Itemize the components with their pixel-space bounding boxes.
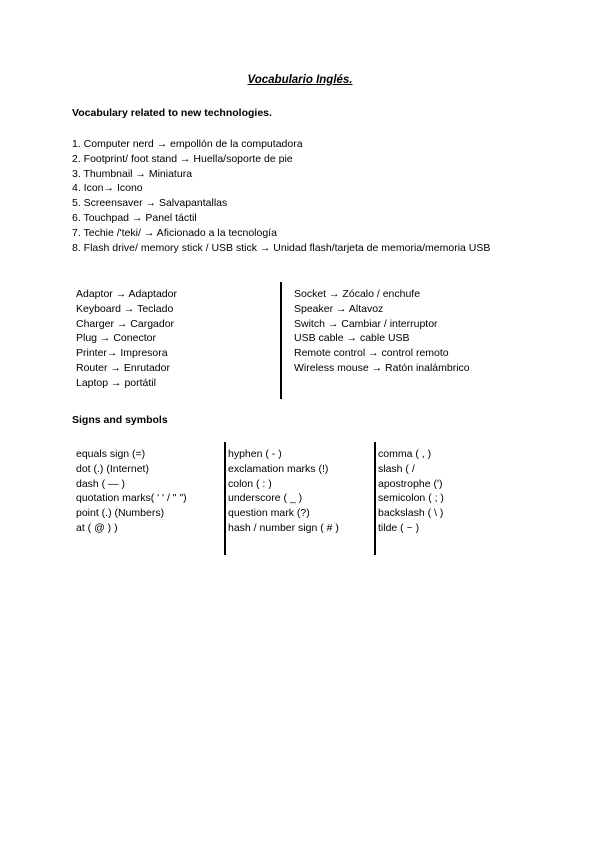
signs-table xyxy=(76,447,476,555)
devices-table xyxy=(76,287,536,399)
list-item: 7. Techie /'teki/ → Aficionado a la tecnología xyxy=(72,226,277,239)
numbered-vocab-list xyxy=(72,137,490,255)
list-item: Router → Enrutador xyxy=(76,361,170,374)
list-item: Plug → Conector xyxy=(76,332,156,345)
list-item: comma ( , ) xyxy=(378,448,432,460)
signs-column-1 xyxy=(76,447,187,536)
list-item: colon ( : ) xyxy=(228,477,272,490)
list-item: Remote control → control remoto xyxy=(294,347,449,360)
list-item: Laptop → portátil xyxy=(76,376,156,389)
list-item: Charger → Cargador xyxy=(76,317,175,330)
signs-column-2 xyxy=(228,447,339,536)
list-item: Wireless mouse → Ratón inalámbrico xyxy=(294,361,470,374)
list-item: apostrophe (') xyxy=(378,477,443,490)
list-item: point (.) (Numbers) xyxy=(76,507,165,520)
list-item: tilde ( ~ ) xyxy=(378,521,420,534)
list-item: 8. Flash drive/ memory stick / USB stick → Unidad flash/tarjeta de memoria/memoria USB xyxy=(72,241,491,254)
list-item: question mark (?) xyxy=(228,507,310,520)
list-item: Speaker → Altavoz xyxy=(294,302,384,315)
list-item: 1. Computer nerd → empollón de la computadora xyxy=(72,138,303,150)
list-item: underscore ( _ ) xyxy=(228,492,303,505)
column-divider xyxy=(224,442,226,555)
list-item: Keyboard → Teclado xyxy=(76,302,174,315)
list-item: exclamation marks (!) xyxy=(228,462,329,475)
list-item: dot (.) (Internet) xyxy=(76,462,149,475)
list-item: quotation marks( ' ' / " ") xyxy=(76,492,187,505)
list-item: 2. Footprint/ foot stand → Huella/soporte de pie xyxy=(72,152,293,165)
list-item: equals sign (=) xyxy=(76,448,146,460)
list-item: Adaptor → Adaptador xyxy=(76,288,177,300)
devices-right-column xyxy=(294,287,470,376)
list-item: hyphen ( - ) xyxy=(228,448,282,460)
list-item: 6. Touchpad → Panel táctil xyxy=(72,211,197,224)
list-item: 3. Thumbnail → Miniatura xyxy=(72,167,193,180)
signs-column-3 xyxy=(378,447,444,536)
list-item: Socket → Zócalo / enchufe xyxy=(294,288,421,300)
list-item: semicolon ( ; ) xyxy=(378,492,444,505)
vocab-heading: Vocabulary related to new technologies. xyxy=(72,107,272,119)
signs-heading: Signs and symbols xyxy=(72,414,168,426)
list-item: Printer→ Impresora xyxy=(76,347,168,360)
devices-left-column xyxy=(76,287,177,391)
list-item: at ( @ ) ) xyxy=(76,521,118,534)
list-item: 4. Icon→ Icono xyxy=(72,182,143,195)
list-item: 5. Screensaver → Salvapantallas xyxy=(72,197,228,210)
column-divider xyxy=(280,282,282,399)
list-item: backslash ( \ ) xyxy=(378,507,444,520)
page-title: Vocabulario Inglés. xyxy=(247,74,353,86)
list-item: hash / number sign ( # ) xyxy=(228,521,339,534)
list-item: USB cable → cable USB xyxy=(294,332,410,345)
column-divider xyxy=(374,442,376,555)
list-item: Switch → Cambiar / interruptor xyxy=(294,317,438,330)
list-item: slash ( / xyxy=(378,462,415,475)
list-item: dash ( — ) xyxy=(76,477,126,490)
